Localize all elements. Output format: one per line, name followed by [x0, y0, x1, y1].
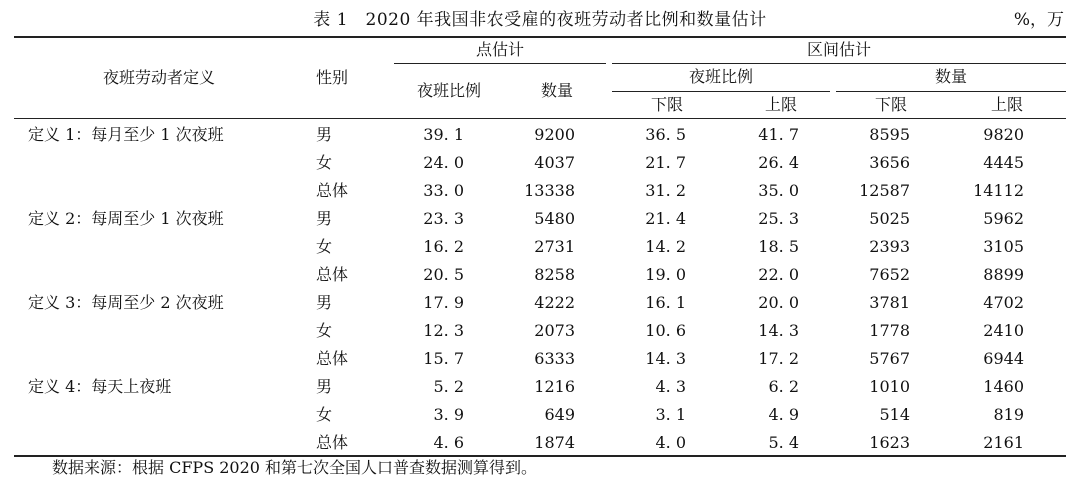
count-lower-cell: 1623	[869, 433, 910, 452]
count-lower-cell: 8595	[869, 125, 910, 144]
gender-cell: 总体	[316, 433, 349, 452]
point-estimate-rule	[394, 63, 606, 64]
group-4-definition: 定义 4：每天上夜班	[28, 377, 172, 396]
count-lower-cell: 2393	[869, 237, 910, 256]
ratio-lower-cell: 4. 0	[655, 433, 686, 452]
count-cell: 1874	[534, 433, 575, 452]
gender-cell: 男	[316, 209, 333, 228]
bottom-rule	[14, 455, 1066, 457]
count-lower-cell: 1778	[869, 321, 910, 340]
count-upper-cell: 4702	[983, 293, 1024, 312]
count-lower-cell: 1010	[869, 377, 910, 396]
unit-label: %，万	[1013, 10, 1064, 30]
gender-cell: 女	[316, 237, 333, 256]
ratio-lower-cell: 21. 7	[645, 153, 686, 172]
gender-cell: 总体	[316, 265, 349, 284]
count-lower-cell: 7652	[869, 265, 910, 284]
count-cell: 2731	[534, 237, 575, 256]
count-lower-cell: 3781	[869, 293, 910, 312]
interval-ratio-rule	[612, 91, 830, 92]
ratio-lower-cell: 14. 3	[645, 349, 686, 368]
count-cell: 4222	[534, 293, 575, 312]
count-upper-cell: 2161	[983, 433, 1024, 452]
count-lower-cell: 5025	[869, 209, 910, 228]
ratio-upper-cell: 41. 7	[758, 125, 799, 144]
table-title: 表 1 2020 年我国非农受雇的夜班劳动者比例和数量估计	[313, 10, 767, 30]
ratio-cell: 17. 9	[423, 293, 464, 312]
ratio-lower-cell: 31. 2	[645, 181, 686, 200]
header-definition: 夜班劳动者定义	[102, 68, 215, 87]
header-count-lower: 下限	[874, 95, 907, 114]
count-lower-cell: 12587	[859, 181, 910, 200]
header-point-estimate: 点估计	[475, 40, 524, 59]
ratio-upper-cell: 35. 0	[758, 181, 799, 200]
count-upper-cell: 8899	[983, 265, 1024, 284]
gender-cell: 男	[316, 377, 333, 396]
ratio-lower-cell: 4. 3	[655, 377, 686, 396]
ratio-lower-cell: 36. 5	[645, 125, 686, 144]
header-point-count: 数量	[540, 81, 573, 100]
ratio-lower-cell: 16. 1	[645, 293, 686, 312]
ratio-upper-cell: 20. 0	[758, 293, 799, 312]
count-upper-cell: 9820	[983, 125, 1024, 144]
ratio-cell: 23. 3	[423, 209, 464, 228]
ratio-upper-cell: 18. 5	[758, 237, 799, 256]
gender-cell: 总体	[316, 181, 349, 200]
header-interval-estimate: 区间估计	[806, 40, 871, 59]
gender-cell: 男	[316, 293, 333, 312]
ratio-lower-cell: 14. 2	[645, 237, 686, 256]
header-ratio-upper: 上限	[764, 95, 797, 114]
ratio-cell: 39. 1	[423, 125, 464, 144]
ratio-cell: 16. 2	[423, 237, 464, 256]
ratio-lower-cell: 21. 4	[645, 209, 686, 228]
ratio-upper-cell: 17. 2	[758, 349, 799, 368]
ratio-lower-cell: 10. 6	[645, 321, 686, 340]
header-interval-count: 数量	[934, 67, 967, 86]
ratio-upper-cell: 22. 0	[758, 265, 799, 284]
count-cell: 5480	[534, 209, 575, 228]
header-bottom-rule	[14, 118, 1066, 119]
ratio-upper-cell: 26. 4	[758, 153, 799, 172]
header-gender: 性别	[315, 68, 348, 87]
ratio-upper-cell: 6. 2	[768, 377, 799, 396]
top-rule	[14, 36, 1066, 38]
gender-cell: 女	[316, 405, 333, 424]
gender-cell: 总体	[316, 349, 349, 368]
group-2-definition: 定义 2：每周至少 1 次夜班	[28, 209, 224, 228]
group-1-definition: 定义 1：每月至少 1 次夜班	[28, 125, 224, 144]
count-upper-cell: 1460	[983, 377, 1024, 396]
header-interval-ratio: 夜班比例	[688, 67, 753, 86]
count-upper-cell: 819	[993, 405, 1024, 424]
group-3-definition: 定义 3：每周至少 2 次夜班	[28, 293, 224, 312]
count-upper-cell: 4445	[983, 153, 1024, 172]
ratio-upper-cell: 5. 4	[768, 433, 799, 452]
count-cell: 4037	[534, 153, 575, 172]
header-count-upper: 上限	[990, 95, 1023, 114]
count-upper-cell: 6944	[983, 349, 1024, 368]
ratio-cell: 3. 9	[433, 405, 464, 424]
gender-cell: 男	[316, 125, 333, 144]
count-cell: 2073	[534, 321, 575, 340]
header-ratio-lower: 下限	[650, 95, 683, 114]
source-note: 数据来源：根据 CFPS 2020 和第七次全国人口普查数据测算得到。	[52, 458, 538, 477]
ratio-upper-cell: 25. 3	[758, 209, 799, 228]
count-cell: 8258	[534, 265, 575, 284]
ratio-upper-cell: 4. 9	[768, 405, 799, 424]
ratio-lower-cell: 3. 1	[655, 405, 686, 424]
count-upper-cell: 14112	[973, 181, 1024, 200]
ratio-cell: 5. 2	[433, 377, 464, 396]
ratio-upper-cell: 14. 3	[758, 321, 799, 340]
header-point-ratio: 夜班比例	[416, 81, 481, 100]
ratio-cell: 33. 0	[423, 181, 464, 200]
gender-cell: 女	[316, 321, 333, 340]
ratio-cell: 20. 5	[423, 265, 464, 284]
interval-count-rule	[836, 91, 1066, 92]
count-lower-cell: 514	[879, 405, 910, 424]
ratio-cell: 15. 7	[423, 349, 464, 368]
count-upper-cell: 2410	[983, 321, 1024, 340]
count-upper-cell: 5962	[983, 209, 1024, 228]
count-cell: 649	[544, 405, 575, 424]
count-cell: 6333	[534, 349, 575, 368]
count-cell: 1216	[534, 377, 575, 396]
count-upper-cell: 3105	[983, 237, 1024, 256]
ratio-cell: 4. 6	[433, 433, 464, 452]
count-cell: 13338	[524, 181, 575, 200]
count-cell: 9200	[534, 125, 575, 144]
gender-cell: 女	[316, 153, 333, 172]
ratio-lower-cell: 19. 0	[645, 265, 686, 284]
ratio-cell: 12. 3	[423, 321, 464, 340]
ratio-cell: 24. 0	[423, 153, 464, 172]
count-lower-cell: 3656	[869, 153, 910, 172]
interval-estimate-rule	[612, 63, 1066, 64]
count-lower-cell: 5767	[869, 349, 910, 368]
